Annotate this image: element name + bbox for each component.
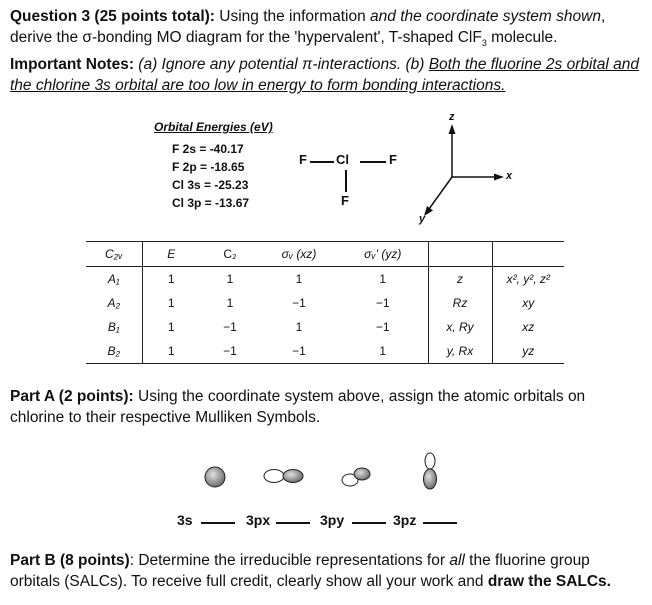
level-label-3pz: 3pz — [393, 512, 417, 528]
s-orbital-icon — [205, 467, 225, 487]
energy-row: F 2p = -18.65 — [172, 160, 245, 174]
table-cell: 1 — [379, 344, 387, 358]
table-cell: x, Ry — [428, 315, 492, 339]
table-cell: xz — [492, 315, 564, 339]
character-table — [86, 241, 564, 364]
atom-cl: Cl — [336, 152, 349, 167]
irrep-label: B₂ — [107, 344, 121, 358]
z-arrowhead — [449, 124, 456, 134]
table-cell: −1 — [292, 344, 306, 358]
table-cell: yz — [492, 339, 564, 364]
part-b — [10, 550, 642, 592]
question-title: Question 3 (25 points total): — [10, 8, 215, 25]
level-label-3s: 3s — [177, 512, 193, 528]
part-b-text-b: the fluorine group orbitals (SALCs). To receive full credit, clearly show all your work and — [10, 552, 590, 590]
header-cell — [492, 242, 564, 267]
table-cell: −1 — [223, 320, 237, 334]
x-arrowhead — [494, 174, 504, 181]
table-cell: −1 — [292, 296, 306, 310]
atom-f-bottom: F — [341, 193, 349, 208]
table-cell: z — [428, 267, 492, 292]
table-cell: 1 — [295, 320, 303, 334]
atom-f-right: F — [389, 152, 397, 167]
energies-heading: Orbital Energies (eV) — [154, 120, 273, 134]
part-a-label: Part A (2 points): — [10, 388, 134, 405]
bond-right — [360, 161, 386, 163]
energy-row: F 2s = -40.17 — [172, 142, 244, 156]
pz-orbital-icon — [424, 453, 437, 489]
note-b: Both the fluorine 2s orbital and the chlorine 3s orbital are too low in energy to form bonding interactions. — [10, 56, 639, 95]
table-cell: Rz — [428, 291, 492, 315]
table-cell: 1 — [379, 272, 387, 286]
orbital-energies — [150, 118, 273, 212]
y-arrowhead — [424, 206, 433, 216]
table-cell: 1 — [142, 315, 200, 339]
header-cell — [428, 242, 492, 267]
intro-text-c: molecule. — [486, 29, 558, 46]
header-cell: σᵥ (xz) — [281, 247, 317, 261]
note-a: (a) Ignore any potential π-interactions. (b) — [134, 56, 429, 74]
table-cell: x², y², z² — [492, 267, 564, 292]
table-row — [86, 291, 564, 315]
table-row — [86, 339, 564, 364]
header-cell: σᵥ' (yz) — [364, 247, 402, 261]
py-orbital-icon — [342, 468, 370, 486]
part-b-emphasis: all — [449, 552, 465, 569]
table-cell: 1 — [142, 339, 200, 364]
irrep-label: A₂ — [107, 296, 121, 310]
table-row — [86, 267, 564, 292]
px-orbital-icon — [264, 470, 303, 483]
table-cell: −1 — [223, 344, 237, 358]
axis-label-x: x — [506, 170, 513, 182]
header-cell: C₂ — [223, 247, 237, 261]
energy-row: Cl 3p = -13.67 — [172, 196, 250, 210]
part-a-text: Using the coordinate system above, assign the atomic orbitals on chlorine to their respective Mulliken Symbols. — [10, 388, 586, 426]
coordinate-axes — [410, 110, 520, 230]
part-b-bold: draw the SALCs. — [487, 573, 611, 590]
table-cell: 1 — [142, 291, 200, 315]
question-header — [10, 6, 642, 96]
part-a — [10, 386, 642, 428]
table-cell: xy — [492, 291, 564, 315]
table-cell: 1 — [142, 267, 200, 292]
table-cell: 1 — [226, 296, 234, 310]
intro-emphasis: and the coordinate system shown — [370, 8, 601, 25]
header-point-group: C₂ᵥ — [104, 247, 123, 261]
header-cell: E — [142, 242, 200, 267]
intro-text-a: Using the information — [214, 8, 371, 25]
bond-left — [310, 161, 334, 163]
irrep-label: B₁ — [107, 320, 120, 334]
orbital-drawings — [190, 448, 450, 494]
table-header-row — [86, 242, 564, 267]
level-line — [201, 522, 235, 524]
axis-label-y: y — [419, 213, 426, 225]
level-label-3px: 3px — [246, 512, 271, 528]
irrep-label: A₁ — [107, 272, 120, 286]
level-line — [423, 522, 457, 524]
level-line — [352, 522, 386, 524]
table-cell: 1 — [295, 272, 303, 286]
axis-label-z: z — [449, 111, 455, 123]
table-cell: 1 — [226, 272, 234, 286]
table-cell: −1 — [375, 320, 390, 334]
part-b-text-a: : Determine the irreducible representations for — [129, 552, 450, 569]
bond-down — [345, 170, 347, 192]
energy-row: Cl 3s = -25.23 — [172, 178, 249, 192]
notes-label: Important Notes: — [10, 56, 134, 74]
table-cell: −1 — [375, 296, 390, 310]
table-cell: y, Rx — [428, 339, 492, 364]
intro-subscript: 3 — [481, 38, 487, 49]
atom-f-left: F — [299, 152, 307, 167]
level-label-3py: 3py — [320, 512, 345, 528]
intro-text-b: , derive the σ-bonding MO diagram for the 'hypervalent', T-shaped ClF — [10, 8, 606, 46]
table-row — [86, 315, 564, 339]
part-b-label: Part B (8 points) — [10, 552, 130, 569]
level-line — [276, 522, 310, 524]
